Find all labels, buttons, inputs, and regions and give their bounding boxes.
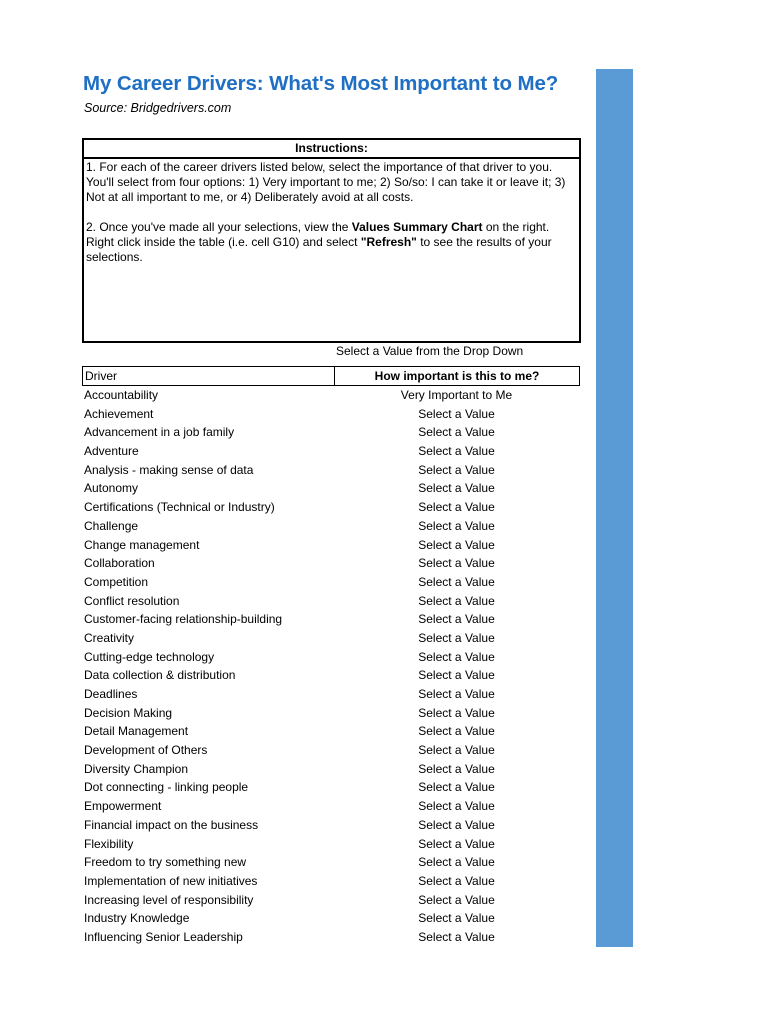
importance-select-cell[interactable]: Select a Value bbox=[418, 444, 495, 459]
importance-select-cell[interactable]: Select a Value bbox=[418, 743, 495, 758]
table-row bbox=[82, 610, 578, 629]
driver-cell: Dot connecting - linking people bbox=[84, 780, 249, 795]
table-row bbox=[82, 554, 578, 573]
driver-cell: Financial impact on the business bbox=[84, 817, 259, 832]
driver-cell: Competition bbox=[84, 574, 149, 589]
table-row bbox=[82, 517, 578, 536]
values-summary-chart-ref: Values Summary Chart bbox=[351, 220, 483, 234]
driver-cell: Data collection & distribution bbox=[84, 668, 236, 683]
refresh-ref: "Refresh" bbox=[360, 235, 417, 249]
driver-cell: Collaboration bbox=[84, 556, 155, 571]
importance-select-cell[interactable]: Select a Value bbox=[418, 406, 495, 421]
chart-side-panel bbox=[596, 69, 633, 947]
driver-cell: Advancement in a job family bbox=[84, 425, 235, 440]
driver-cell: Detail Management bbox=[84, 724, 189, 739]
importance-select-cell[interactable]: Very Important to Me bbox=[400, 388, 513, 402]
table-header bbox=[82, 366, 580, 386]
driver-cell: Adventure bbox=[84, 444, 139, 459]
driver-cell: Analysis - making sense of data bbox=[84, 462, 254, 477]
table-row bbox=[82, 741, 578, 760]
importance-select-cell[interactable]: Select a Value bbox=[418, 593, 495, 608]
importance-select-cell[interactable]: Select a Value bbox=[418, 481, 495, 496]
table-row bbox=[82, 498, 578, 517]
importance-select-cell[interactable]: Select a Value bbox=[418, 500, 495, 515]
table-row bbox=[82, 629, 578, 648]
table-row bbox=[82, 685, 578, 704]
importance-select-cell[interactable]: Select a Value bbox=[418, 761, 495, 776]
driver-cell: Influencing Senior Leadership bbox=[84, 929, 243, 944]
importance-select-cell[interactable]: Select a Value bbox=[418, 873, 495, 888]
instruction-step-2-text-b: on the right. Right click inside the table (i.e. cell G10) and select bbox=[86, 220, 550, 249]
table-row bbox=[82, 479, 578, 498]
driver-cell: Cutting-edge technology bbox=[84, 649, 215, 664]
importance-select-cell[interactable]: Select a Value bbox=[418, 892, 495, 907]
driver-cell: Change management bbox=[84, 537, 200, 552]
driver-cell: Deadlines bbox=[84, 687, 138, 701]
importance-select-cell[interactable]: Select a Value bbox=[418, 574, 495, 589]
importance-select-cell[interactable]: Select a Value bbox=[418, 518, 495, 533]
table-row bbox=[82, 442, 578, 461]
table-row bbox=[82, 816, 578, 835]
driver-cell: Industry Knowledge bbox=[84, 911, 190, 926]
instructions-heading: Instructions: bbox=[84, 140, 579, 159]
importance-select-cell[interactable]: Select a Value bbox=[418, 462, 495, 477]
page-title: My Career Drivers: What's Most Important to Me? bbox=[83, 72, 559, 95]
driver-cell: Autonomy bbox=[84, 481, 139, 496]
driver-cell: Diversity Champion bbox=[84, 761, 189, 776]
dropdown-hint: Select a Value from the Drop Down bbox=[336, 344, 524, 358]
table-row bbox=[82, 835, 578, 854]
table-row bbox=[82, 648, 578, 667]
driver-cell: Achievement bbox=[84, 406, 154, 421]
instruction-step-2 bbox=[86, 220, 577, 265]
table-row bbox=[82, 891, 578, 910]
instructions-box bbox=[82, 138, 581, 343]
driver-cell: Development of Others bbox=[84, 743, 208, 758]
table-row bbox=[82, 704, 578, 723]
table-row bbox=[82, 573, 578, 592]
table-row bbox=[82, 760, 578, 779]
table-row bbox=[82, 928, 578, 947]
table-row bbox=[82, 722, 578, 741]
importance-select-cell[interactable]: Select a Value bbox=[418, 855, 495, 870]
importance-select-cell[interactable]: Select a Value bbox=[418, 612, 495, 627]
driver-cell: Accountability bbox=[84, 388, 159, 402]
importance-select-cell[interactable]: Select a Value bbox=[418, 911, 495, 926]
importance-select-cell[interactable]: Select a Value bbox=[418, 556, 495, 571]
importance-select-cell[interactable]: Select a Value bbox=[418, 836, 495, 851]
importance-select-cell[interactable]: Select a Value bbox=[418, 649, 495, 664]
table-row bbox=[82, 423, 578, 442]
instruction-step-2-text-a: 2. Once you've made all your selections, view the bbox=[86, 220, 352, 234]
table-row bbox=[82, 536, 578, 555]
table-row bbox=[82, 909, 578, 928]
table-row bbox=[82, 592, 578, 611]
driver-cell: Flexibility bbox=[84, 836, 134, 851]
importance-select-cell[interactable]: Select a Value bbox=[418, 425, 495, 440]
driver-cell: Freedom to try something new bbox=[84, 855, 247, 870]
driver-cell: Conflict resolution bbox=[84, 593, 180, 608]
table-row bbox=[82, 386, 578, 405]
driver-cell: Empowerment bbox=[84, 799, 162, 814]
driver-cell: Implementation of new initiatives bbox=[84, 873, 258, 888]
driver-cell: Creativity bbox=[84, 630, 135, 645]
table-row bbox=[82, 872, 578, 891]
importance-select-cell[interactable]: Select a Value bbox=[418, 724, 495, 739]
source-caption: Source: Bridgedrivers.com bbox=[84, 101, 232, 115]
driver-cell: Challenge bbox=[84, 518, 139, 533]
table-row bbox=[82, 797, 578, 816]
importance-select-cell[interactable]: Select a Value bbox=[418, 687, 495, 701]
drivers-table-body bbox=[82, 386, 578, 947]
importance-select-cell[interactable]: Select a Value bbox=[418, 537, 495, 552]
column-header-importance: How important is this to me? bbox=[374, 369, 540, 383]
importance-select-cell[interactable]: Select a Value bbox=[418, 705, 495, 720]
table-row bbox=[82, 405, 578, 424]
driver-cell: Increasing level of responsibility bbox=[84, 892, 254, 907]
instruction-step-1: 1. For each of the career drivers listed below, select the importance of that driver to you. You'll select from four options: 1) Very important to me; 2) So/so: I can take it or leave it; 3) Not at all important to me, or 4) Deliberately avoid at all costs. bbox=[86, 160, 566, 204]
table-row bbox=[82, 461, 578, 480]
importance-select-cell[interactable]: Select a Value bbox=[418, 799, 495, 814]
column-header-driver: Driver bbox=[83, 367, 335, 385]
table-row bbox=[82, 853, 578, 872]
driver-cell: Customer-facing relationship-building bbox=[84, 612, 283, 627]
table-row bbox=[82, 778, 578, 797]
driver-cell: Certifications (Technical or Industry) bbox=[84, 500, 275, 515]
instructions-body bbox=[84, 159, 579, 265]
importance-select-cell[interactable]: Select a Value bbox=[418, 668, 495, 683]
importance-select-cell[interactable]: Select a Value bbox=[418, 630, 495, 645]
table-row bbox=[82, 666, 578, 685]
instruction-step-2-text-c: to see the results of your selections. bbox=[86, 235, 552, 264]
importance-select-cell[interactable]: Select a Value bbox=[418, 929, 495, 944]
driver-cell: Decision Making bbox=[84, 705, 173, 720]
importance-select-cell[interactable]: Select a Value bbox=[418, 780, 495, 795]
importance-select-cell[interactable]: Select a Value bbox=[418, 817, 495, 832]
